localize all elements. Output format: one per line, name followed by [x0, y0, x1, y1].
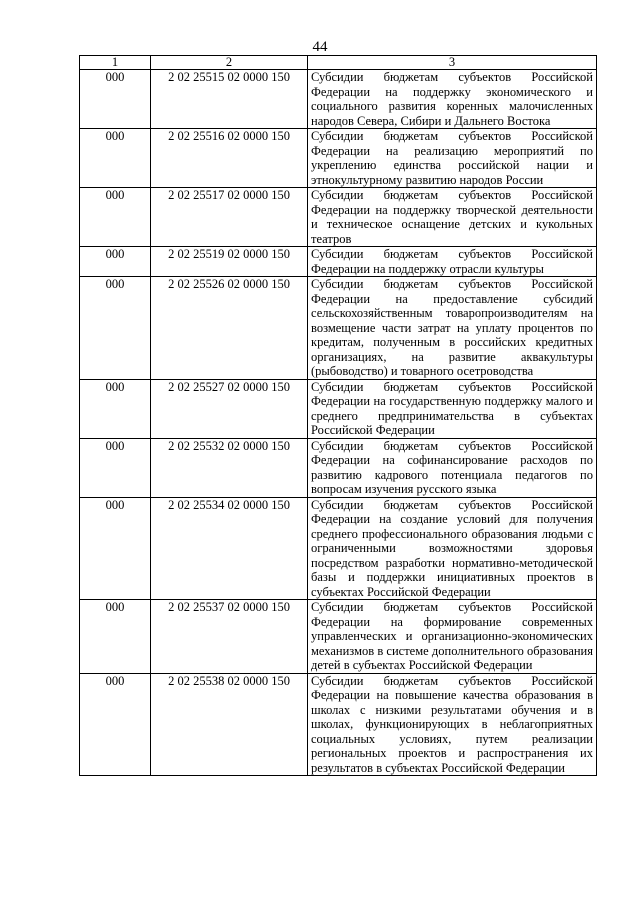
budget-code-cell: 2 02 25538 02 0000 150: [151, 673, 308, 776]
description-cell: Субсидии бюджетам субъектов Российской Федерации на формирование современных управленческих и организационно-экономических механизмов в системе дополнительного образования детей в субъектах Российской Федерации: [308, 600, 597, 674]
admin-code-cell: 000: [80, 188, 151, 247]
description-cell: Субсидии бюджетам субъектов Российской Федерации на создание условий для получения среднего профессионального образования людьми с ограниченными возможностями здоровья посредством разработки нормативно-методической базы и поддержки инициативных проектов в субъектах Российской Федерации: [308, 497, 597, 600]
budget-code-table: [79, 55, 597, 776]
table-row: [80, 497, 597, 600]
budget-code-cell: 2 02 25516 02 0000 150: [151, 129, 308, 188]
table-row: [80, 129, 597, 188]
description-cell: Субсидии бюджетам субъектов Российской Федерации на предоставление субсидий сельскохозяйственным товаропроизводителям на возмещение части затрат на уплату процентов по кредитам, полученным в российских кредитных организациях, на развитие аквакультуры (рыбоводство) и товарного осетроводства: [308, 277, 597, 380]
admin-code-cell: 000: [80, 438, 151, 497]
budget-code-cell: 2 02 25519 02 0000 150: [151, 247, 308, 277]
admin-code-cell: 000: [80, 673, 151, 776]
description-cell: Субсидии бюджетам субъектов Российской Федерации на поддержку отрасли культуры: [308, 247, 597, 277]
admin-code-cell: 000: [80, 277, 151, 380]
table-row: [80, 379, 597, 438]
budget-code-cell: 2 02 25532 02 0000 150: [151, 438, 308, 497]
table-row: [80, 277, 597, 380]
table-row: [80, 438, 597, 497]
admin-code-cell: 000: [80, 247, 151, 277]
column-header-2: 2: [151, 56, 308, 70]
column-header-3: 3: [308, 56, 597, 70]
table-header-row: [80, 56, 597, 70]
table-row: [80, 70, 597, 129]
admin-code-cell: 000: [80, 379, 151, 438]
budget-code-cell: 2 02 25534 02 0000 150: [151, 497, 308, 600]
budget-code-cell: 2 02 25526 02 0000 150: [151, 277, 308, 380]
page-number: 44: [312, 39, 328, 55]
table-row: [80, 188, 597, 247]
budget-code-cell: 2 02 25515 02 0000 150: [151, 70, 308, 129]
budget-code-cell: 2 02 25527 02 0000 150: [151, 379, 308, 438]
description-cell: Субсидии бюджетам субъектов Российской Федерации на государственную поддержку малого и среднего предпринимательства в субъектах Российской Федерации: [308, 379, 597, 438]
admin-code-cell: 000: [80, 497, 151, 600]
description-cell: Субсидии бюджетам субъектов Российской Федерации на реализацию мероприятий по укреплению единства российской нации и этнокультурному развитию народов России: [308, 129, 597, 188]
description-cell: Субсидии бюджетам субъектов Российской Федерации на софинансирование расходов по развитию кадрового потенциала педагогов по вопросам изучения русского языка: [308, 438, 597, 497]
admin-code-cell: 000: [80, 600, 151, 674]
table-row: [80, 247, 597, 277]
column-header-1: 1: [80, 56, 151, 70]
budget-code-cell: 2 02 25517 02 0000 150: [151, 188, 308, 247]
budget-code-cell: 2 02 25537 02 0000 150: [151, 600, 308, 674]
admin-code-cell: 000: [80, 129, 151, 188]
description-cell: Субсидии бюджетам субъектов Российской Федерации на поддержку экономического и социального развития коренных малочисленных народов Севера, Сибири и Дальнего Востока: [308, 70, 597, 129]
table-row: [80, 673, 597, 776]
table-row: [80, 600, 597, 674]
description-cell: Субсидии бюджетам субъектов Российской Федерации на поддержку творческой деятельности и техническое оснащение детских и кукольных театров: [308, 188, 597, 247]
description-cell: Субсидии бюджетам субъектов Российской Федерации на повышение качества образования в школах с низкими результатами обучения и в школах, функционирующих в неблагоприятных социальных условиях, путем реализации региональных проектов и распространения их результатов в субъектах Российской Федерации: [308, 673, 597, 776]
admin-code-cell: 000: [80, 70, 151, 129]
